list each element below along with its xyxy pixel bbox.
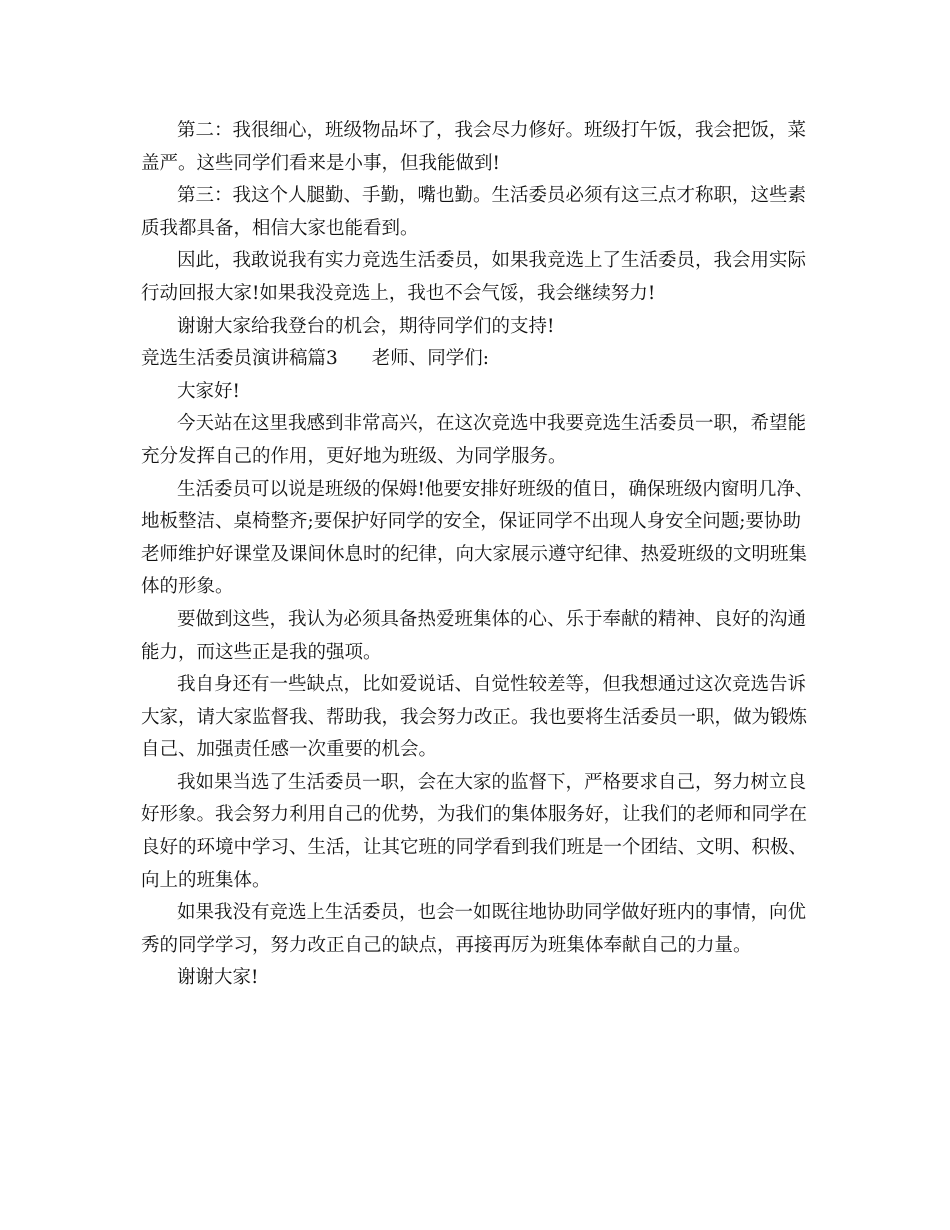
text-line: 行动回报大家!如果我没竞选上，我也不会气馁，我会继续努力! — [141, 282, 656, 304]
text-line: 地板整洁、桌椅整齐;要保护好同学的安全，保证同学不出现人身安全问题;要协助 — [141, 511, 801, 533]
text-line: 因此，我敢说我有实力竞选生活委员，如果我竞选上了生活委员，我会用实际 — [177, 250, 807, 272]
text-line: 自己、加强责任感一次重要的机会。 — [141, 739, 438, 761]
text-line: 如果我没有竞选上生活委员，也会一如既往地协助同学做好班内的事情，向优 — [177, 902, 807, 924]
text-line: 向上的班集体。 — [141, 869, 271, 891]
text-line: 第二：我很细心，班级物品坏了，我会尽力修好。班级打午饭，我会把饭，菜 — [177, 120, 807, 141]
text-line: 要做到这些，我认为必须具备热爱班集体的心、乐于奉献的精神、良好的沟通 — [177, 608, 807, 630]
text-line: 充分发挥自己的作用，更好地为班级、为同学服务。 — [141, 445, 567, 467]
text-line: 良好的环境中学习、生活，让其它班的同学看到我们班是一个团结、文明、积极、 — [141, 837, 808, 859]
text-line: 生活委员可以说是班级的保姆!他要安排好班级的值日，确保班级内窗明几净、 — [177, 478, 814, 500]
paragraphs-after-heading — [141, 376, 829, 995]
text-line: 谢谢大家! — [177, 967, 259, 989]
salutation: 老师、同学们: — [371, 348, 490, 370]
text-line: 大家好! — [177, 380, 240, 402]
document-page — [141, 115, 829, 995]
text-line: 第三：我这个人腿勤、手勤，嘴也勤。生活委员必须有这三点才称职，这些素 — [177, 185, 807, 207]
text-line: 体的形象。 — [141, 576, 234, 598]
text-line: 好形象。我会努力利用自己的优势，为我们的集体服务好，让我们的老师和同学在 — [141, 804, 808, 826]
text-line: 我自身还有一些缺点，比如爱说话、自觉性较差等，但我想通过这次竞选告诉 — [177, 674, 807, 696]
text-line: 盖严。这些同学们看来是小事，但我能做到! — [141, 152, 500, 174]
paragraphs-before-heading — [141, 115, 829, 343]
text-line: 秀的同学学习，努力改正自己的缺点，再接再厉为班集体奉献自己的力量。 — [141, 934, 752, 956]
text-line: 能力，而这些正是我的强项。 — [141, 641, 382, 663]
text-line: 老师维护好课堂及课间休息时的纪律，向大家展示遵守纪律、热爱班级的文明班集 — [141, 543, 808, 565]
text-line: 大家，请大家监督我、帮助我，我会努力改正。我也要将生活委员一职，做为锻炼 — [141, 706, 808, 728]
section-heading: 竞选生活委员演讲稿篇3 — [141, 348, 338, 370]
text-line: 质我都具备，相信大家也能看到。 — [141, 217, 419, 239]
text-line: 今天站在这里我感到非常高兴，在这次竞选中我要竞选生活委员一职，希望能 — [177, 413, 807, 435]
text-line: 我如果当选了生活委员一职，会在大家的监督下，严格要求自己，努力树立良 — [177, 771, 807, 793]
section-heading-line — [141, 343, 829, 376]
text-line: 谢谢大家给我登台的机会，期待同学们的支持! — [177, 315, 555, 337]
